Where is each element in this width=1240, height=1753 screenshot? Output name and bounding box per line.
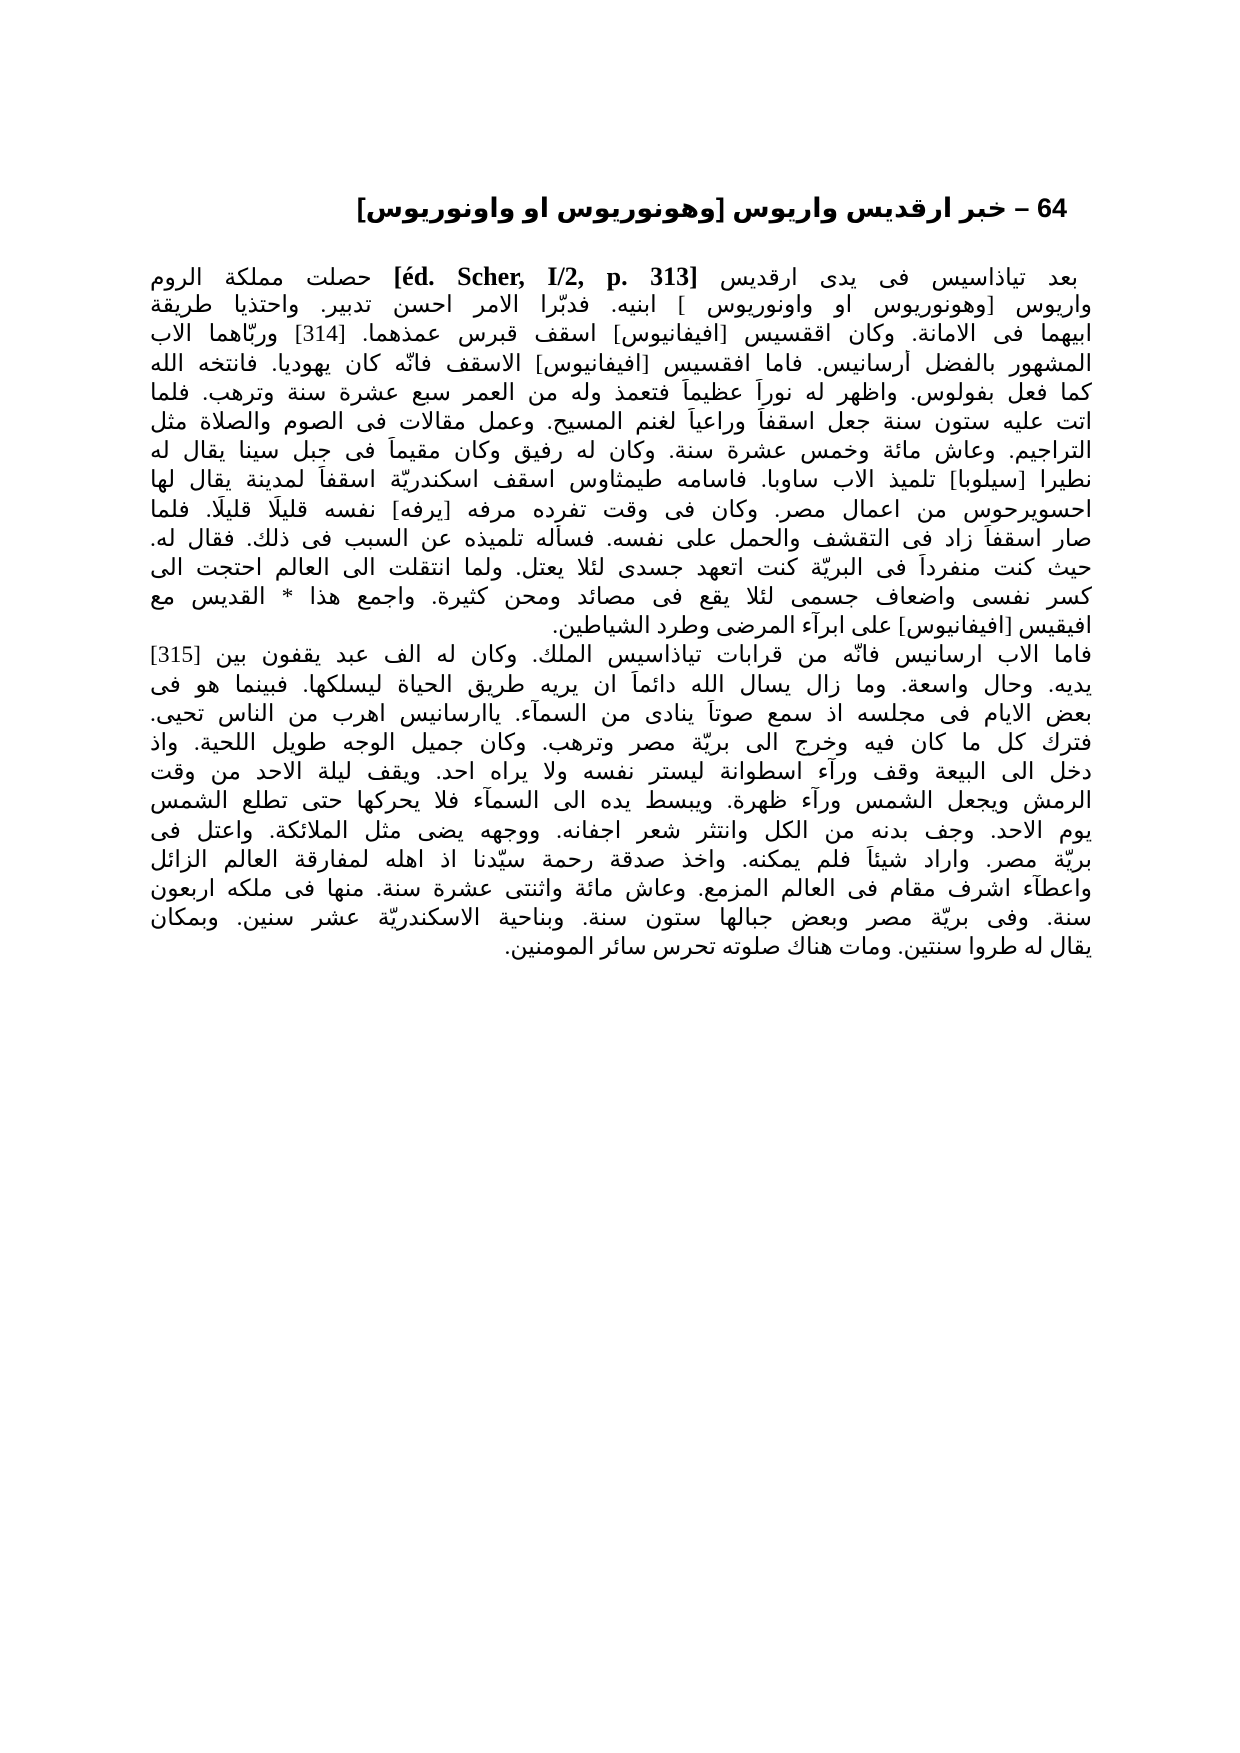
text-line: الرمش ويجعل الشمس ورآء ظهرة. ويبسط يده الى السمآء فلا يحركها حتى تطلع الشمس xyxy=(150,788,1092,815)
text-line: يديه. وحال واسعة. وما زال يسال الله دائماً ان يريه طريق الحياة ليسلكها. فبينما هو فى xyxy=(150,671,1092,698)
text-line: واعطآء اشرف مقام فى العالم المزمع. وعاش مائة واثنتى عشرة سنة. منها فى ملكه اربعون xyxy=(150,875,1092,902)
text-line: واريوس [وهونوريوس او واونوريوس ] ابنيه. فدبّرا الامر احسن تدبير. واحتذيا طريقة xyxy=(150,292,1092,319)
text-line: ابيهما فى الامانة. وكان اققسيس [افيفانيوس] اسقف قبرس عمذهما. [314] وربّاهما الاب xyxy=(150,321,1092,348)
paragraph-1-line-1 xyxy=(150,262,1092,291)
text-line: التراجيم. وعاش مائة وخمس عشرة سنة. وكان له رفيق وكان مقيماً فى جبل سينا يقال له xyxy=(150,438,1092,465)
text-line: المشهور بالفضل أرسانيس. فاما افقسيس [افيفانيوس] الاسقف فانّه كان يهوديا. فانتخه الله xyxy=(150,350,1092,377)
text-line: كما فعل بفولوس. واظهر له نوراً عظيماً فتعمذ وله من العمر سبع عشرة سنة وترهب. فلما xyxy=(150,379,1092,406)
text-line: يقال له طروا سنتين. ومات هناك صلوته تحرس سائر المومنين. xyxy=(504,934,1092,961)
text-line: احسويرحوس من اعمال مصر. وكان فى وقت تفرده مرفه [يرفه] نفسه قليلًا قليلًا. فلما xyxy=(150,496,1092,523)
text-line: صار اسقفاً زاد فى التقشف والحمل على نفسه. فسأله تلميذه عن السبب فى ذلك. فقال له. xyxy=(150,525,1092,552)
text-line: بعض الايام فى مجلسه اذ سمع صوتاً ينادى من السمآء. ياارسانيس اهرب من الناس تحيى. xyxy=(150,700,1092,727)
edition-reference: [éd. Scher, I/2, p. 313] xyxy=(393,262,698,291)
text-line: افيقيس [افيفانيوس] على ابرآء المرضى وطرد الشياطين. xyxy=(552,613,1092,640)
text-line: فترك كل ما كان فيه وخرج الى بريّة مصر وترهب. وكان جميل الوجه طويل اللحية. واذ xyxy=(150,730,1092,756)
text-line: يوم الاحد. وجف بدنه من الكل وانتثر شعر اجفانه. ووجهه يضى مثل الملائكة. واعتل فى xyxy=(150,817,1092,844)
text-line: حيث كنت منفرداً فى البريّة كنت اتعهد جسدى لئلا يعتل. ولما انتقلت الى العالم احتجت الى xyxy=(150,554,1092,581)
text-line: اتت عليه ستون سنة جعل اسقفاً وراعياً لغنم المسيح. وعمل مقالات فى الصوم والصلاة مثل xyxy=(150,408,1092,435)
text-line: بريّة مصر. واراد شيئاً فلم يمكنه. واخذ صدقة رحمة سيّدنا اذ اهله لمفارقة العالم الزائل xyxy=(150,846,1092,873)
text-line: دخل الى البيعة وقف ورآء اسطوانة ليستر نفسه ولا يراه احد. ويقف ليلة الاحد من وقت xyxy=(150,759,1092,786)
body-text xyxy=(150,262,1092,963)
text-line: سنة. وفى بريّة مصر وبعض جبالها ستون سنة. وبناحية الاسكندريّة عشر سنين. وبمكان xyxy=(150,905,1092,932)
text-line: نطيرا [سيلوبا] تلميذ الاب ساوبا. فاسامه طيمثاوس اسقف اسكندريّة اسقفاً لمدينة يقال لها xyxy=(150,467,1092,494)
chapter-heading: 64 – خبر ارقديس واريوس [وهونوريوس او واونوريوس] xyxy=(356,193,1067,223)
text-line: فاما الاب ارسانيس فانّه من قرابات تياذاسيس الملك. وكان له الف عبد يقفون بين [315] xyxy=(150,642,1092,669)
first-line-end: حصلت مملكة الروم xyxy=(150,265,372,291)
first-line-start: بعد تياذاسيس فى يدى ارقديس xyxy=(719,265,1079,291)
text-line: كسر نفسى واضعاف جسمى لئلا يقع فى مصائد ومحن كثيرة. واجمع هذا * القديس مع xyxy=(150,584,1092,611)
